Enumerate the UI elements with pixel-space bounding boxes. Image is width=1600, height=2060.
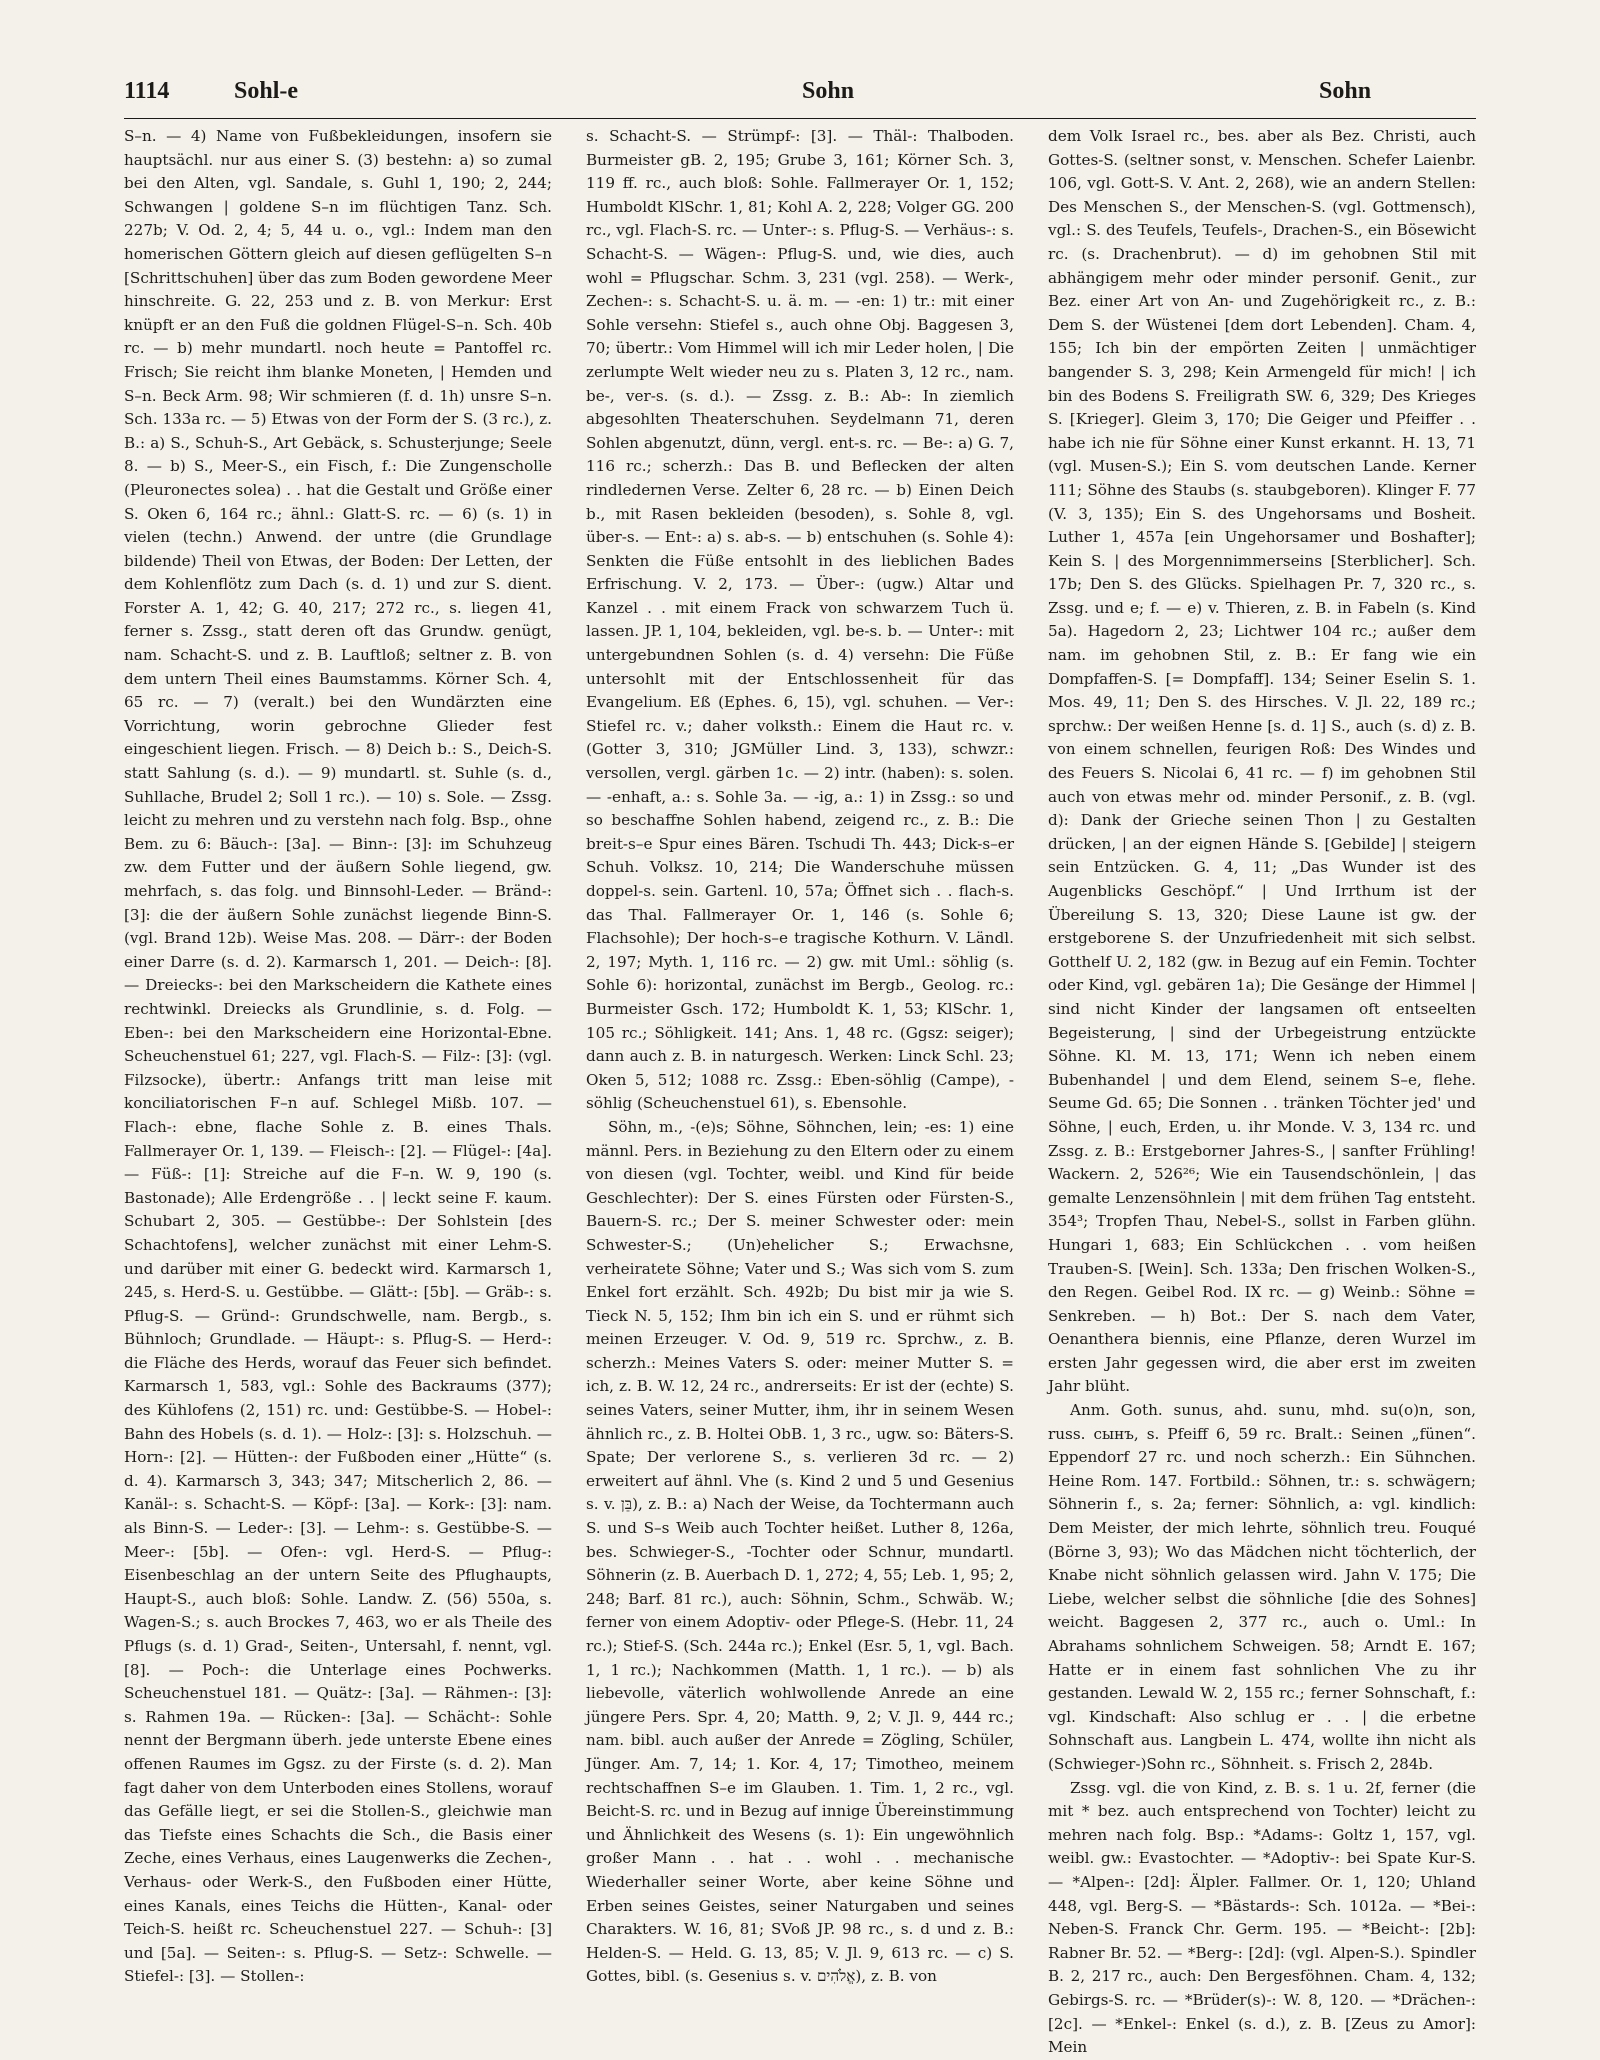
column-right (1048, 125, 1476, 2057)
header-left-word: Sohl-e (234, 78, 299, 104)
header-rule (124, 118, 1476, 119)
entry-text: s. Schacht-S. — Strümpf-: [3]. — Thäl-: Thalboden. Burmeister gB. 2, 195; Grube 3, 161; Körner Sch. 3, 119 ff. rc., auch bloß: Sohle. Fallmerayer Or. 1, 152; Humboldt KlSchr. 1, 81; Kohl A. 2, 228; Volger GG. 200 rc., vgl. Flach-S. rc. — Unter-: s. Pflug-S. — Verhäus-: s. Schacht-S. — Wägen-: Pflug-S. und, wie dies, auch wohl = Pflugschar. Schm. 3, 231 (vgl. 258). — Werk-, Zechen-: s. Schacht-S. u. ä. m. — -en: 1) tr.: mit einer Sohle versehn: Stiefel s., auch ohne Obj. Baggesen 3, 70; übertr.: Vom Himmel will ich mir Leder holen, | Die zerlumpte Welt wieder neu zu s. Platen 3, 12 rc., nam. be-, ver-s. (s. d.). — Zssg. z. B.: Ab-: In ziemlich abgesohlten Theaterschuhen. Seydelmann 71, deren Sohlen abgenutzt, dünn, vergl. ent-s. rc. — Be-: a) G. 7, 116 rc.; scherzh.: Das B. und Beflecken der alten rindledernen Verse. Zelter 6, 28 rc. — b) Einen Deich b., mit Rasen bekleiden (besoden), s. Sohle 8, vgl. über-s. — Ent-: a) s. ab-s. — b) entschuhen (s. Sohle 4): Senkten die Füße entsohlt in des lieblichen Bades Erfrischung. V. 2, 173. — Über-: (ugw.) Altar und Kanzel . . mit einem Frack von schwarzem Tuch ü. lassen. JP. 1, 104, bekleiden, vgl. be-s. b. — Unter-: mit untergebundnen Sohlen (s. d. 4) versehn: Die Füße untersohlt mit der Entschlossenheit für das Evangelium. Eß (Ephes. 6, 15), vgl. schuhen. — Ver-: Stiefel rc. v.; daher volksth.: Einem die Haut rc. v. (Gotter 3, 310; JGMüller Lind. 3, 133), schwzr.: versollen, vergl. gärben 1c. — 2) intr. (haben): s. solen. — -enhaft, a.: s. Sohle 3a. — -ig, a.: 1) in Zssg.: so und so beschaffne Sohlen habend, zeigend rc., z. B.: Die breit-s–e Spur eines Bären. Tschudi Th. 443; Dick-s–er Schuh. Volksz. 10, 214; Die Wanderschuhe müssen doppel-s. sein. Gartenl. 10, 57a; Öffnet sich . . flach-s. das Thal. Fallmerayer Or. 1, 146 (s. Sohle 6; Flachsohle); Der hoch-s–e tragische Kothurn. V. Ländl. 2, 197; Myth. 1, 116 rc. — 2) gw. mit Uml.: söhlig (s. Sohle 6): horizontal, zunächst im Bergb., Geolog. rc.: Burmeister Gsch. 172; Humboldt K. 1, 53; KlSchr. 1, 105 rc.; Söhligkeit. 141; Ans. 1, 48 rc. (Ggsz: seiger); dann auch z. B. in naturgesch. Werken: Linck Schl. 23; Oken 5, 512; 1088 rc. Zssg.: Eben-söhlig (Campe), -söhlig (Scheuchenstuel 61), s. Ebensohle. (586, 127, 1014, 1113)
header-right-word: Sohn (1319, 78, 1372, 104)
column-left (124, 125, 552, 2015)
running-header (124, 78, 1476, 112)
entry-compounds: Zssg. vgl. die von Kind, z. B. s. 1 u. 2f, ferner (die mit * bez. auch entsprechend von Tochter) leicht zu mehren nach folg. Bsp.: *Adams-: Goltz 1, 157, vgl. weibl. gw.: Evastochter. — *Adoptiv-: bei Spate Kur-S. — *Alpen-: [2d]: Älpler. Fallmer. Or. 1, 120; Uhland 448, vgl. Berg-S. — *Bästards-: Sch. 1012a. — *Bei-: Neben-S. Franck Chr. Germ. 195. — *Beicht-: [2b]: Rabner Br. 52. — *Berg-: [2d]: (vgl. Alpen-S.). Spindler B. 2, 217 rc., auch: Den Bergesföhnen. Cham. 4, 132; Gebirgs-S. rc. — *Brüder(s)-: W. 8, 120. — *Drächen-: [2c]. — *Enkel-: Enkel (s. d.), z. B. [Zeus zu Amor]: Mein (1048, 1778, 1476, 2057)
column-middle (586, 125, 1014, 2015)
page-number: 1114 (124, 78, 170, 104)
entry-sohn: Söhn, m., -(e)s; Söhne, Söhnchen, lein; -es: 1) eine männl. Pers. in Beziehung zu den Eltern oder zu einem von diesen (vgl. Tochter, weibl. und Kind für beide Geschlechter): Der S. eines Fürsten oder Fürsten-S., Bauern-S. rc.; Der S. meiner Schwester oder: mein Schwester-S.; (Un)ehelicher S.; Erwachsne, verheiratete Söhne; Vater und S.; Was sich vom S. zum Enkel fort erzählt. Sch. 492b; Du bist mir ja wie S. Tieck N. 5, 152; Ihm bin ich ein S. und er rühmt sich meinen Erzeuger. V. Od. 9, 519 rc. Sprchw., z. B. scherzh.: Meines Vaters S. oder: meiner Mutter S. = ich, z. B. W. 12, 24 rc., andrerseits: Er ist der (echte) S. seines Vaters, seiner Mutter, ihm, ihr in seinem Wesen ähnlich rc., z. B. Holtei ObB. 1, 3 rc., ugw. so: Bäters-S. Spate; Der verlorene S., s. verlieren 3d rc. — 2) erweitert auf ähnl. Vhe (s. Kind 2 und 5 und Gesenius s. v. בֵּן), z. B.: a) Nach der Weise, da Tochtermann auch S. und S–s Weib auch Tochter heißet. Luther 8, 126a, bes. Schwieger-S., -Tochter oder Schnur, mundartl. Söhnerin (z. B. Auerbach D. 1, 272; 4, 55; Leb. 1, 95; 2, 248; Barf. 81 rc.), auch: Söhnin, Schm., Schwäb. W.; ferner von einem Adoptiv- oder Pflege-S. (Hebr. 11, 24 rc.); Stief-S. (Sch. 244a rc.); Enkel (Esr. 5, 1, vgl. Bach. 1, 1 rc.); Nachkommen (Matth. 1, 1 rc.). — b) als liebevolle, väterlich wohlwollende Anrede an eine jüngere Pers. Spr. 4, 20; Matth. 9, 2; V. Jl. 9, 444 rc.; nam. bibl. auch außer der Anrede = Zögling, Schüler, Jünger. Am. 7, 14; 1. Kor. 4, 17; Timotheo, meinem rechtschaffnen S–e im Glauben. 1. Tim. 1, 2 rc., vgl. Beicht-S. rc. und in Bezug auf innige Übereinstimmung und Ähnlichkeit des Wesens (s. 1): Ein ungewöhnlich großer Mann . . hat . . wohl . . mechanische Wiederhaller seiner Worte, aber keine Söhne und Erben seines Geistes, seiner Naturgaben und seines Charakters. W. 16, 81; SVoß JP. 98 rc., s. d und z. B.: Helden-S. — Held. G. 13, 85; V. Jl. 9, 613 rc. — c) S. Gottes, bibl. (s. Gesenius s. v. אֱלֹהִים), z. B. von (586, 1117, 1014, 1986)
entry-annotation: Anm. Goth. sunus, ahd. sunu, mhd. su(o)n, son, russ. сынъ, s. Pfeiff 6, 59 rc. Bralt.: Seinen „fünen“. Eppendorf 27 rc. und noch scherzh.: Ein Sühnchen. Heine Rom. 147. Fortbild.: Söhnen, tr.: s. schwägern; Söhnerin f., s. 2a; ferner: Söhnlich, a: vgl. kindlich: Dem Meister, der mich lehrte, söhnlich treu. Fouqué (Börne 3, 93); Wo das Mädchen nicht töchterlich, der Knabe nicht söhnlich gelassen wird. Jahn V. 175; Die Liebe, welcher selbst die söhnliche [die des Sohnes] weicht. Baggesen 2, 377 rc., auch o. Uml.: In Abrahams sohnlichem Schweigen. 58; Arndt E. 167; Hatte er in einem fast sohnlichen Vhe zu ihr gestanden. Lewald W. 2, 155 rc.; ferner Sohnschaft, f.: vgl. Kindschaft: Also schlug er . . | die erbetne Sohnschaft aus. Langbein L. 474, wollte ihn nicht als (Schwieger-)Sohn rc., Söhnheit. s. Frisch 2, 284b. (1048, 1401, 1476, 1773)
entry-text: S–n. — 4) Name von Fußbekleidungen, insofern sie hauptsächl. nur aus einer S. (3) bestehn: a) so zumal bei den Alten, vgl. Sandale, s. Guhl 1, 190; 2, 244; Schwangen | goldene S–n im flüchtigen Tanz. Sch. 227b; V. Od. 2, 4; 5, 44 u. o., vgl.: Indem man den homerischen Göttern gleich auf diesen geflügelten S–n [Schrittschuhen] über das zum Boden gewordene Meer hinschreite. G. 22, 253 und z. B. von Merkur: Erst knüpft er an den Fuß die goldnen Flügel-S–n. Sch. 40b rc. — b) mehr mundartl. noch heute = Pantoffel rc. Frisch; Sie reicht ihm blanke Moneten, | Hemden und S–n. Beck Arm. 98; Wir schmieren (f. d. 1h) unsre S–n. Sch. 133a rc. — 5) Etwas von der Form der S. (3 rc.), z. B.: a) S., Schuh-S., Art Gebäck, s. Schusterjunge; Seele 8. — b) S., Meer-S., ein Fisch, f.: Die Zungenscholle (Pleuronectes solea) . . hat die Gestalt und Größe einer S. Oken 6, 164 rc.; ähnl.: Glatt-S. rc. — 6) (s. 1) in vielen (techn.) Anwend. der untre (die Grundlage bildende) Theil von Etwas, der Boden: Der Letten, der dem Kohlenflötz zum Dach (s. d. 1) und zur S. dient. Forster A. 1, 42; G. 40, 217; 272 rc., s. liegen 41, ferner s. Zssg., statt deren oft das Grundw. genügt, nam. Schacht-S. und z. B. Lauftloß; seltner z. B. von dem untern Theil eines Baumstamms. Körner Sch. 4, 65 rc. — 7) (veralt.) bei den Wundärzten eine Vorrichtung, worin gebrochne Glieder fest eingeschient liegen. Frisch. — 8) Deich b.: S., Deich-S. statt Sahlung (s. d.). — 9) mundartl. st. Suhle (s. d., Suhllache, Brudel 2; Soll 1 rc.). — 10) s. Sole. — Zssg. leicht zu mehren und zu verstehn nach folg. Bsp., ohne Bem. zu 6: Bäuch-: [3a]. — Binn-: [3]: im Schuhzeug zw. dem Futter und der äußern Sohle liegend, gw. mehrfach, s. das folg. und Binnsohl-Leder. — Bränd-: [3]: die der äußern Sohle zunächst liegende Binn-S. (vgl. Brand 12b). Weise Mas. 208. — Därr-: der Boden einer Darre (s. d. 2). Karmarsch 1, 201. — Deich-: [8]. — Dreiecks-: bei den Markscheidern die Kathete eines rechtwinkl. Dreiecks als Grundlinie, s. d. Folg. — Eben-: bei den Markscheidern eine Horizontal-Ebne. Scheuchenstuel 61; 227, vgl. Flach-S. — Filz-: [3]: (vgl. Filzsocke), übertr.: Anfangs tritt man leise mit konciliatorischen F–n auf. Schlegel Mißb. 107. — Flach-: ebne, flache Sohle z. B. eines Thals. Fallmerayer Or. 1, 139. — Fleisch-: [2]. — Flügel-: [4a]. — Füß-: [1]: Streiche auf die F–n. W. 9, 190 (s. Bastonade); Alle Erdengröße . . | leckt seine F. kaum. Schubart 2, 305. — Gestübbe-: Der Sohlstein [des Schachtofens], welcher zunächst mit einer Lehm-S. und darüber mit einer G. bedeckt wird. Karmarsch 1, 245, s. Herd-S. u. Gestübbe. — Glätt-: [5b]. — Gräb-: s. Pflug-S. — Gründ-: Grundschwelle, nam. Bergb., s. Bühnloch; Grundlade. — Häupt-: s. Pflug-S. — Herd-: die Fläche des Herds, worauf das Feuer sich befindet. Karmarsch 1, 583, vgl.: Sohle des Backraums (377); des Kühlofens (2, 151) rc. und: Gestübbe-S. — Hobel-: Bahn des Hobels (s. d. 1). — Holz-: [3]: s. Holzschuh. — Horn-: [2]. — Hütten-: der Fußboden einer „Hütte“ (s. d. 4). Karmarsch 3, 343; 347; Mitscherlich 2, 86. — Kanäl-: s. Schacht-S. — Köpf-: [3a]. — Kork-: [3]: nam. als Binn-S. — Leder-: [3]. — Lehm-: s. Gestübbe-S. — Meer-: [5b]. — Ofen-: vgl. Herd-S. — Pflug-: Eisenbeschlag an der untern Seite des Pflughaupts, Haupt-S., auch bloß: Sohle. Landw. Z. (56) 550a, s. Wagen-S.; s. auch Brockes 7, 463, wo er als Theile des Pflugs (s. d. 1) Grad-, Seiten-, Untersahl, f. nennt, vgl. [8]. — Poch-: die Unterlage eines Pochwerks. Scheuchenstuel 181. — Quätz-: [3a]. — Rähmen-: [3]: s. Rahmen 19a. — Rücken-: [3a]. — Schächt-: Sohle nennt der Bergmann überh. jede unterste Ebene eines offenen Raumes im Ggsz. zu der Firste (s. d. 2). Man fagt daher von dem Unterboden eines Stollens, worauf das Gefälle liegt, er sei die Stollen-S., gleichwie man das Tiefste eines Schachts die Sch., die Basis einer Zeche, eines Verhaus, eines Laugenwerks die Zechen-, Verhaus- oder Werk-S., den Fußboden einer Hütte, eines Kanals, eines Teichs die Hütten-, Kanal- oder Teich-S. heißt rc. Scheuchenstuel 227. — Schuh-: [3] und [5a]. — Seiten-: s. Pflug-S. — Setz-: Schwelle. — Stiefel-: [3]. — Stollen-: (124, 127, 552, 1986)
entry-text: dem Volk Israel rc., bes. aber als Bez. Christi, auch Gottes-S. (seltner sonst, v. Menschen. Schefer Laienbr. 106, vgl. Gott-S. V. Ant. 2, 268), wie an andern Stellen: Des Menschen S., der Menschen-S. (vgl. Gottmensch), vgl.: S. des Teufels, Teufels-, Drachen-S., ein Bösewicht rc. (s. Drachenbrut). — d) im gehobnen Stil mit abhängigem mehr oder minder personif. Genit., zur Bez. einer Art von An- und Zugehörigkeit rc., z. B.: Dem S. der Wüstenei [dem dort Lebenden]. Cham. 4, 155; Ich bin der empörten Zeiten | unmächtiger bangender S. 3, 298; Kein Armengeld für mich! | ich bin des Bodens S. Freiligrath SW. 6, 329; Des Krieges S. [Krieger]. Gleim 3, 170; Die Geiger und Pfeiffer . . habe ich nie für Söhne einer Kunst erkannt. H. 13, 71 (vgl. Musen-S.); Ein S. vom deutschen Lande. Kerner 111; Söhne des Staubs (s. staubgeboren). Klinger F. 77 (V. 3, 135); Ein S. des Ungehorsams und Bosheit. Luther 1, 457a [ein Ungehorsamer und Boshafter]; Kein S. | des Morgennimmerseins [Sterblicher]. Sch. 17b; Den S. des Glücks. Spielhagen Pr. 7, 320 rc., s. Zssg. und e; f. — e) v. Thieren, z. B. in Fabeln (s. Kind 5a). Hagedorn 2, 23; Lichtwer 104 rc.; außer dem nam. im gehobnen Stil, z. B.: Er fang wie ein Dompfaffen-S. [= Dompfaff]. 134; Seiner Eselin S. 1. Mos. 49, 11; Den S. des Hirsches. V. Jl. 22, 189 rc.; sprchw.: Der weißen Henne [s. d. 1] S., auch (s. d) z. B. von einem schnellen, feurigen Roß: Des Windes und des Feuers S. Nicolai 6, 41 rc. — f) im gehobnen Stil auch von etwas mehr od. minder Personif., z. B. (vgl. d): Dank der Grieche seinen Thon | zu Gestalten drücken, | an der eignen Hände S. [Gebilde] | steigern sein Entzücken. G. 4, 11; „Das Wunder ist des Augenblicks Geschöpf.“ | Und Irrthum ist der Übereilung S. 13, 320; Diese Laune ist gw. der erstgeborene S. der Unzufriedenheit mit sich selbst. Gotthelf U. 2, 182 (gw. in Bezug auf ein Femin. Tochter oder Kind, vgl. gebären 1a); Die Gesänge der Himmel | sind nicht Kinder der langsamen oft entseelten Begeisterung, | sind der Urbegeistrung entzückte Söhne. Kl. M. 13, 171; Wenn ich neben einem Bubenhandel | und dem Elend, seinem S–e, flehe. Seume Gd. 65; Die Sonnen . . tränken Töchter jed' und Söhne, | euch, Erden, u. ihr Monde. V. 3, 134 rc. und Zssg. z. B.: Erstgeborner Jahres-S., | sanfter Frühling! Wackern. 2, 526²⁶; Wie ein Tausendschönlein, | das gemalte Lenzensöhnlein | mit dem frühen Tag entsteht. 354³; Tropfen Thau, Nebel-S., sollst in Farben glühn. Hungari 1, 683; Ein Schlückchen . . vom heißen Trauben-S. [Wein]. Sch. 133a; Den frischen Wolken-S., den Regen. Geibel Rod. IX rc. — g) Weinb.: Söhne = Senkreben. — h) Bot.: Der S. nach dem Vater, Oenanthera biennis, eine Pflanze, deren Wurzel im ersten Jahr gegessen wird, die aber erst im zweiten Jahr blüht. (1048, 127, 1476, 1396)
header-center-word: Sohn (802, 78, 855, 104)
